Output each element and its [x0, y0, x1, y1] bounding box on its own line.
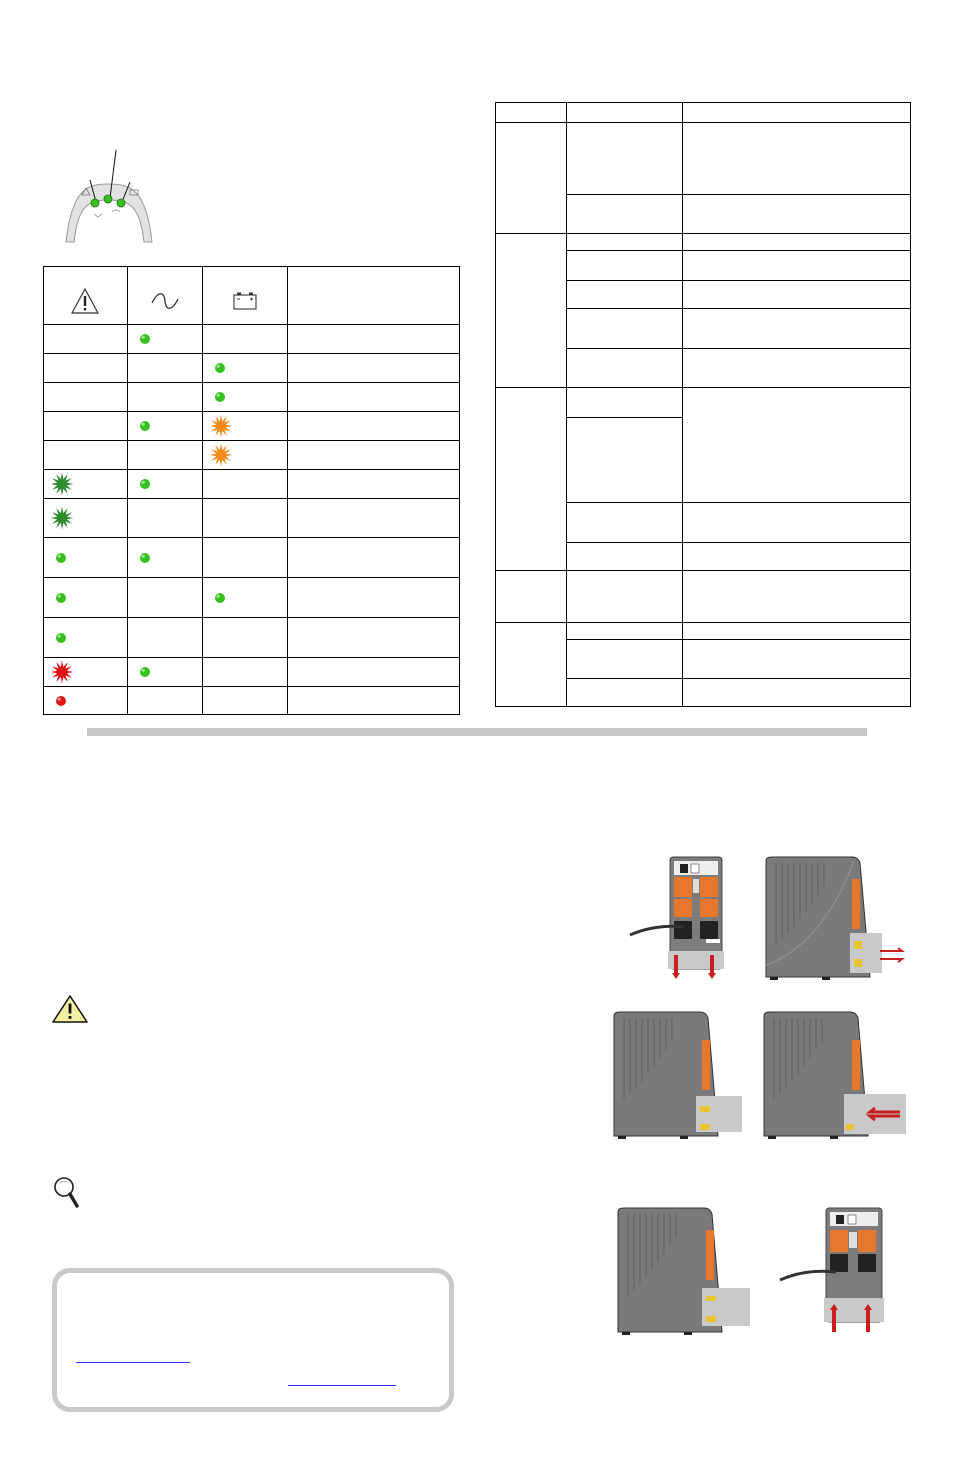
cause-cell: [566, 123, 682, 195]
red-led-icon: [54, 694, 68, 708]
alarm-led-cell: [44, 578, 128, 618]
cause-cell: [566, 623, 682, 640]
battery-led-cell: [202, 618, 287, 658]
line-led-cell: [127, 354, 202, 383]
cause-column-header: [566, 103, 682, 123]
table-row: [496, 388, 911, 418]
condition-cell: [287, 578, 459, 618]
troubleshooting-table: [495, 102, 911, 707]
alarm-led-cell: [44, 412, 128, 441]
battery-led-cell: [202, 470, 287, 499]
table-row: [44, 412, 460, 441]
green-led-icon: [138, 665, 152, 679]
condition-cell: [287, 383, 459, 412]
led-table-body: [44, 325, 460, 715]
condition-cell: [287, 325, 459, 354]
table-row: [44, 383, 460, 412]
orange-flashing-led-icon: [209, 414, 233, 438]
led-status-table: [43, 266, 460, 715]
condition-cell: [287, 354, 459, 383]
problem-cell: [496, 388, 567, 571]
website-link-1[interactable]: [76, 1362, 190, 1363]
battery-icon: [232, 291, 258, 311]
cause-cell: [566, 543, 682, 571]
line-led-cell: [127, 538, 202, 578]
magnifier-icon: [50, 1174, 82, 1210]
solution-cell: [682, 571, 910, 623]
ups-side-view-1: [762, 855, 912, 985]
table-row: [44, 354, 460, 383]
green-flashing-led-icon: [50, 472, 74, 496]
alarm-led-cell: [44, 441, 128, 470]
red-flashing-led-icon: [50, 660, 74, 684]
table-row: [496, 123, 911, 195]
battery-led-cell: [202, 687, 287, 715]
battery-led-cell: [202, 354, 287, 383]
line-led-cell: [127, 658, 202, 687]
battery-led-cell: [202, 538, 287, 578]
solution-cell: [682, 679, 910, 707]
ac-line-column-header: [127, 267, 202, 325]
trouble-header-row: [496, 103, 911, 123]
cause-cell: [566, 234, 682, 251]
table-row: [496, 571, 911, 623]
alarm-led-cell: [44, 325, 128, 354]
ups-rear-view-2: [778, 1206, 888, 1336]
alarm-column-header: [44, 267, 128, 325]
table-row: [496, 234, 911, 251]
table-row: [44, 687, 460, 715]
line-led-cell: [127, 470, 202, 499]
green-led-icon: [138, 477, 152, 491]
cause-cell: [566, 640, 682, 679]
ups-side-view-2: [610, 1010, 760, 1140]
table-row: [44, 538, 460, 578]
solution-cell: [682, 640, 910, 679]
solution-cell: [682, 309, 910, 349]
line-led-cell: [127, 618, 202, 658]
line-led-cell: [127, 499, 202, 538]
problem-cell: [496, 123, 567, 234]
ac-line-icon: [150, 291, 180, 311]
solution-cell: [682, 503, 910, 543]
cause-cell: [566, 503, 682, 543]
green-led-icon: [138, 419, 152, 433]
problem-cell: [496, 234, 567, 388]
line-led-cell: [127, 687, 202, 715]
line-led-cell: [127, 441, 202, 470]
cause-cell: [566, 418, 682, 503]
cause-cell: [566, 281, 682, 309]
cause-cell: [566, 309, 682, 349]
green-led-icon: [213, 591, 227, 605]
condition-cell: [287, 441, 459, 470]
green-flashing-led-icon: [50, 506, 74, 530]
condition-column-header: [287, 267, 459, 325]
battery-led-cell: [202, 499, 287, 538]
table-row: [496, 623, 911, 640]
problem-cell: [496, 623, 567, 707]
alarm-led-cell: [44, 470, 128, 499]
solution-cell: [682, 388, 910, 503]
alarm-led-cell: [44, 354, 128, 383]
green-led-icon: [138, 332, 152, 346]
problem-column-header: [496, 103, 567, 123]
battery-led-cell: [202, 383, 287, 412]
green-led-icon: [54, 551, 68, 565]
green-led-icon: [54, 591, 68, 605]
cause-cell: [566, 388, 682, 418]
battery-column-header: [202, 267, 287, 325]
table-row: [44, 325, 460, 354]
green-led-icon: [138, 551, 152, 565]
condition-cell: [287, 538, 459, 578]
green-led-icon: [213, 390, 227, 404]
line-led-cell: [127, 578, 202, 618]
section-divider: [87, 728, 867, 736]
table-row: [44, 499, 460, 538]
solution-cell: [682, 623, 910, 640]
battery-led-cell: [202, 578, 287, 618]
battery-led-cell: [202, 441, 287, 470]
alarm-led-cell: [44, 383, 128, 412]
battery-led-cell: [202, 325, 287, 354]
cause-cell: [566, 195, 682, 234]
problem-cell: [496, 571, 567, 623]
led-table-header: [44, 267, 460, 325]
solution-cell: [682, 543, 910, 571]
condition-cell: [287, 499, 459, 538]
condition-cell: [287, 687, 459, 715]
table-row: [44, 470, 460, 499]
condition-cell: [287, 658, 459, 687]
alarm-led-cell: [44, 538, 128, 578]
alarm-led-cell: [44, 499, 128, 538]
solution-column-header: [682, 103, 910, 123]
table-row: [44, 618, 460, 658]
warning-triangle-icon: [51, 994, 89, 1024]
table-row: [44, 441, 460, 470]
cause-cell: [566, 571, 682, 623]
table-row: [44, 578, 460, 618]
line-led-cell: [127, 412, 202, 441]
led-indicator-arch-icon: [60, 148, 160, 246]
battery-led-cell: [202, 412, 287, 441]
condition-cell: [287, 470, 459, 499]
condition-cell: [287, 618, 459, 658]
cause-cell: [566, 349, 682, 388]
alarm-led-cell: [44, 658, 128, 687]
ups-side-view-4: [614, 1206, 764, 1336]
info-frame: [52, 1268, 454, 1412]
green-led-icon: [213, 361, 227, 375]
cause-cell: [566, 251, 682, 281]
alarm-led-cell: [44, 687, 128, 715]
solution-cell: [682, 349, 910, 388]
condition-cell: [287, 412, 459, 441]
solution-cell: [682, 251, 910, 281]
alarm-led-cell: [44, 618, 128, 658]
ups-side-view-3: [760, 1010, 914, 1140]
table-row: [44, 658, 460, 687]
cause-cell: [566, 679, 682, 707]
ups-rear-view-1: [628, 855, 728, 985]
website-link-2[interactable]: [288, 1385, 396, 1386]
solution-cell: [682, 195, 910, 234]
solution-cell: [682, 123, 910, 195]
solution-cell: [682, 281, 910, 309]
solution-cell: [682, 234, 910, 251]
alarm-icon: [70, 287, 100, 315]
battery-led-cell: [202, 658, 287, 687]
line-led-cell: [127, 325, 202, 354]
line-led-cell: [127, 383, 202, 412]
orange-flashing-led-icon: [209, 443, 233, 467]
green-led-icon: [54, 631, 68, 645]
